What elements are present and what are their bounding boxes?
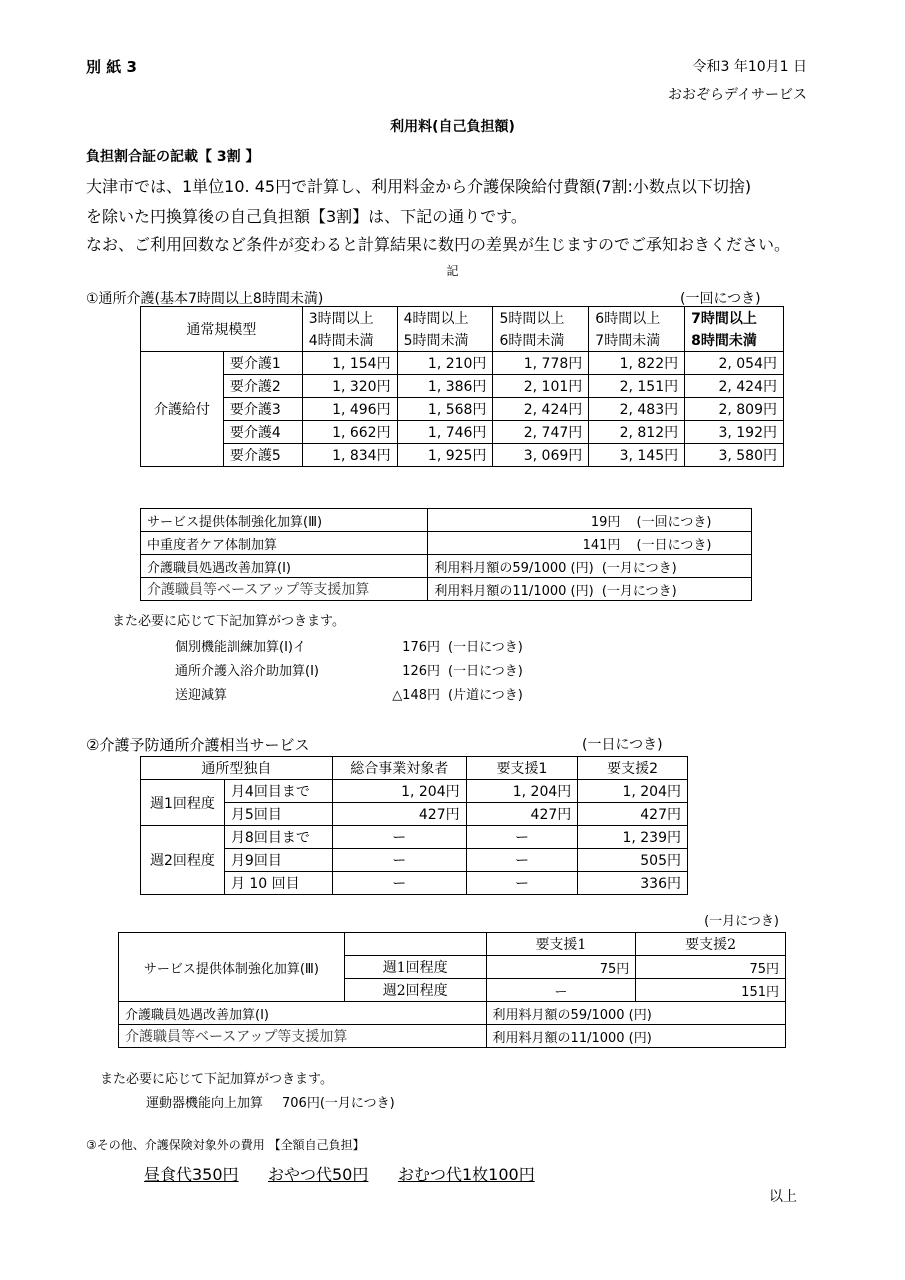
addition-value-cell (428, 555, 752, 578)
end-mark: 以上 (769, 1189, 797, 1205)
extra-name: 送迎減算 (175, 688, 228, 703)
prevention-additions-table (118, 932, 786, 1048)
column-header-top: 7時間以上 (685, 307, 784, 330)
column-header-top: 4時間以上 (397, 307, 493, 330)
table-row (141, 375, 784, 398)
addition-value: 141円 (582, 537, 621, 553)
addition-name: 介護職員処遇改善加算(Ⅰ) (141, 555, 428, 578)
addition-name: サービス提供体制強化加算(Ⅲ) (141, 509, 428, 532)
table-cell: ー (332, 872, 466, 895)
table-row (141, 578, 752, 601)
section2-unit: (一日につき) (582, 737, 663, 753)
table-row (141, 555, 752, 578)
section2-unit-monthly: (一月につき) (704, 914, 779, 929)
table-cell: ー (486, 979, 636, 1002)
addition-value-cell (428, 509, 752, 532)
lunch-fee: 昼食代350円 (144, 1165, 239, 1184)
table-corner-label: 通所型独自 (141, 757, 333, 780)
column-header-top: 5時間以上 (493, 307, 589, 330)
row-label: 週1回程度 (344, 956, 486, 979)
column-header: 要支援1 (486, 933, 636, 956)
table-cell: 1, 496円 (302, 398, 397, 421)
extra-value: 176円 (402, 640, 440, 655)
diaper-fee: おむつ代1枚100円 (398, 1165, 535, 1184)
column-header-top: 6時間以上 (589, 307, 685, 330)
snack-fee: おやつ代50円 (268, 1165, 369, 1184)
row-label: 週2回程度 (344, 979, 486, 1002)
row-group-label: 週1回程度 (141, 780, 225, 826)
addition-per: (一月につき) (601, 560, 677, 576)
table-cell: 2, 809円 (685, 398, 784, 421)
addition-value-cell (428, 532, 752, 555)
table-cell: 2, 747円 (493, 421, 589, 444)
table-cell: 505円 (578, 849, 688, 872)
additional-note: また必要に応じて下記加算がつきます。 (112, 614, 345, 629)
table-cell: ー (466, 826, 578, 849)
addition-value: 利用料月額の11/1000 (円) (486, 1025, 785, 1048)
table-row (119, 1002, 786, 1025)
table-row (141, 509, 752, 532)
table-cell: 336円 (578, 872, 688, 895)
table-row (141, 398, 784, 421)
table-cell: ー (332, 826, 466, 849)
addition-value: 19円 (590, 514, 621, 530)
column-header: 要支援2 (578, 757, 688, 780)
table-header-row (141, 757, 688, 780)
addition-name: 中重度者ケア体制加算 (141, 532, 428, 555)
addition-per: (一回につき) (636, 514, 712, 530)
table-cell: 2, 054円 (685, 352, 784, 375)
extra-value: △148円 (392, 688, 440, 703)
table-cell: 1, 834円 (302, 444, 397, 467)
document-date: 令和3 年10月1 日 (692, 59, 807, 75)
extra-per: (一日につき) (448, 640, 523, 655)
table-header-row (119, 933, 786, 956)
attachment-label: 別 紙 3 (86, 58, 137, 76)
table-row (141, 421, 784, 444)
table-cell: 1, 204円 (332, 780, 466, 803)
table-cell: 3, 580円 (685, 444, 784, 467)
table-cell: 3, 145円 (589, 444, 685, 467)
table-cell: ー (466, 872, 578, 895)
table-cell: 427円 (466, 803, 578, 826)
row-label: 月8回目まで (224, 826, 332, 849)
addition-per: (一月につき) (601, 583, 677, 599)
table-cell: 1, 925円 (397, 444, 493, 467)
table-cell: 75円 (486, 956, 636, 979)
table-cell: 1, 320円 (302, 375, 397, 398)
extra-per: (一日につき) (448, 664, 523, 679)
table-cell: 2, 812円 (589, 421, 685, 444)
prevention-fee-table (140, 756, 688, 895)
section1-title: ①通所介護(基本7時間以上8時間未満) (86, 291, 324, 307)
extra-per: (片道につき) (448, 688, 523, 703)
column-header-top: 3時間以上 (302, 307, 397, 330)
addition-value: 利用料月額の59/1000 (円) (434, 560, 594, 576)
table-cell: 1, 778円 (493, 352, 589, 375)
table-row (141, 352, 784, 375)
column-header-bottom: 7時間未満 (589, 329, 685, 352)
table-cell: 1, 822円 (589, 352, 685, 375)
table-cell: 2, 101円 (493, 375, 589, 398)
organization-name: おおぞらデイサービス (667, 87, 807, 103)
row-label: 要介護5 (223, 444, 302, 467)
addition-value-cell (428, 578, 752, 601)
row-group-label: 介護給付 (141, 352, 224, 467)
table-header-row (141, 307, 784, 330)
table-cell: 1, 204円 (578, 780, 688, 803)
column-header-bottom: 6時間未満 (493, 329, 589, 352)
burden-ratio-heading: 負担割合証の記載【 3割 】 (86, 149, 260, 165)
table-row (141, 826, 688, 849)
addition-name: サービス提供体制強化加算(Ⅲ) (119, 933, 345, 1002)
empty-cell (344, 933, 486, 956)
addition-value: 利用料月額の59/1000 (円) (486, 1002, 785, 1025)
table-cell: 3, 069円 (493, 444, 589, 467)
section1-unit: (一回につき) (680, 291, 761, 307)
table-cell: 1, 239円 (578, 826, 688, 849)
table-cell: 2, 483円 (589, 398, 685, 421)
table-cell: 1, 154円 (302, 352, 397, 375)
table-cell: 1, 568円 (397, 398, 493, 421)
row-label: 要介護2 (223, 375, 302, 398)
extra-name: 通所介護入浴介助加算(Ⅰ) (175, 664, 319, 679)
table-cell: 2, 151円 (589, 375, 685, 398)
row-label: 要介護1 (223, 352, 302, 375)
table-row (119, 1025, 786, 1048)
addition-name: 介護職員等ベースアップ等支援加算 (141, 578, 428, 601)
table-cell: 1, 662円 (302, 421, 397, 444)
intro-line-2: を除いた円換算後の自己負担額【3割】は、下記の通りです。 (86, 207, 527, 226)
row-group-label: 週2回程度 (141, 826, 225, 895)
section2-title: ②介護予防通所介護相当サービス (86, 736, 310, 754)
row-label: 月5回目 (224, 803, 332, 826)
row-label: 要介護3 (223, 398, 302, 421)
table-cell: 75円 (636, 956, 786, 979)
table-cell: 3, 192円 (685, 421, 784, 444)
extra-name: 運動器機能向上加算 (146, 1096, 264, 1111)
table-corner-label: 通常規模型 (141, 307, 303, 352)
care-fee-table (140, 306, 784, 467)
addition-name: 介護職員等ベースアップ等支援加算 (119, 1025, 487, 1048)
addition-name: 介護職員処遇改善加算(Ⅰ) (119, 1002, 487, 1025)
table-row (141, 444, 784, 467)
ki-mark: 記 (446, 264, 459, 278)
table-cell: 1, 386円 (397, 375, 493, 398)
row-label: 要介護4 (223, 421, 302, 444)
table-cell: ー (332, 849, 466, 872)
intro-line-1: 大津市では、1単位10. 45円で計算し、利用料金から介護保険給付費額(7割:小数点以下切捨) (86, 177, 752, 196)
table-row (141, 780, 688, 803)
table-cell: 427円 (578, 803, 688, 826)
column-header: 要支援1 (466, 757, 578, 780)
table-cell: 427円 (332, 803, 466, 826)
table-cell: 2, 424円 (685, 375, 784, 398)
extra-value: 126円 (402, 664, 440, 679)
additional-note: また必要に応じて下記加算がつきます。 (100, 1072, 333, 1087)
row-label: 月 10 回目 (224, 872, 332, 895)
table-row (141, 532, 752, 555)
column-header: 要支援2 (636, 933, 786, 956)
column-header: 総合事業対象者 (332, 757, 466, 780)
table-cell: 151円 (636, 979, 786, 1002)
addition-per: (一日につき) (636, 537, 712, 553)
row-label: 月9回目 (224, 849, 332, 872)
extra-value: 706円(一月につき) (282, 1096, 395, 1111)
row-label: 月4回目まで (224, 780, 332, 803)
table-cell: 2, 424円 (493, 398, 589, 421)
column-header-bottom: 5時間未満 (397, 329, 493, 352)
extra-name: 個別機能訓練加算(Ⅰ)イ (175, 640, 306, 655)
table-cell: 1, 746円 (397, 421, 493, 444)
table-cell: 1, 204円 (466, 780, 578, 803)
table-cell: 1, 210円 (397, 352, 493, 375)
section3-title: ③その他、介護保険対象外の費用 【全額自己負担】 (86, 1138, 365, 1152)
intro-line-3: なお、ご利用回数など条件が変わると計算結果に数円の差異が生じますのでご承知おきください。 (86, 235, 791, 254)
addition-value: 利用料月額の11/1000 (円) (434, 583, 594, 599)
table-cell: ー (466, 849, 578, 872)
additions-table (140, 508, 752, 601)
column-header-bottom: 4時間未満 (302, 329, 397, 352)
page-title: 利用料(自己負担額) (390, 119, 515, 135)
column-header-bottom: 8時間未満 (685, 329, 784, 352)
